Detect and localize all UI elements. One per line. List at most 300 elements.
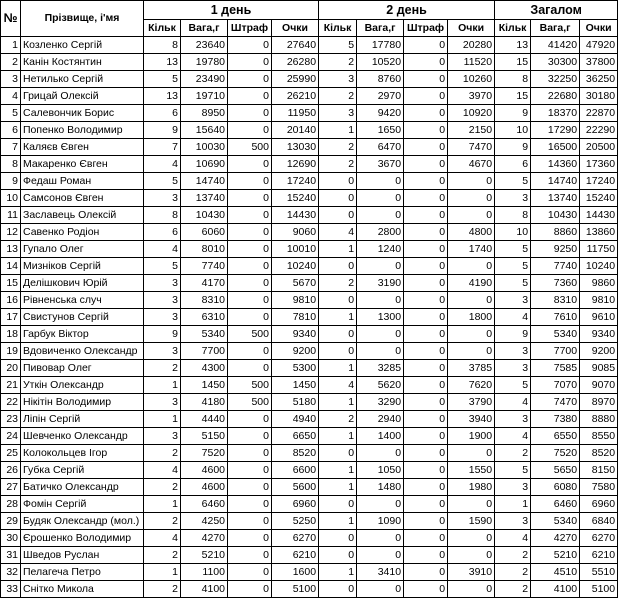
- day1-weight: 5210: [181, 547, 228, 564]
- day1-count: 13: [144, 88, 181, 105]
- total-points: 9810: [580, 292, 618, 309]
- participant-name: Батичко Олександр: [21, 479, 144, 496]
- row-number: 4: [1, 88, 21, 105]
- day2-weight: 3670: [357, 156, 404, 173]
- day1-penalty: 0: [228, 173, 272, 190]
- day1-weight: 10690: [181, 156, 228, 173]
- total-weight: 16500: [531, 139, 580, 156]
- day2-points: 1980: [448, 479, 495, 496]
- day2-points: 20280: [448, 37, 495, 54]
- col-header-total-count: Кільк: [495, 20, 531, 37]
- total-weight: 41420: [531, 37, 580, 54]
- total-points: 9340: [580, 326, 618, 343]
- participant-name: Шведов Руслан: [21, 547, 144, 564]
- day1-penalty: 0: [228, 581, 272, 598]
- day2-points: 0: [448, 547, 495, 564]
- day1-penalty: 0: [228, 88, 272, 105]
- day1-points: 10240: [272, 258, 319, 275]
- day1-penalty: 0: [228, 258, 272, 275]
- day2-count: 0: [319, 547, 357, 564]
- day2-count: 1: [319, 360, 357, 377]
- row-number: 19: [1, 343, 21, 360]
- day1-points: 4940: [272, 411, 319, 428]
- day2-count: 2: [319, 139, 357, 156]
- day1-points: 25990: [272, 71, 319, 88]
- day2-weight: 1480: [357, 479, 404, 496]
- row-number: 1: [1, 37, 21, 54]
- day2-penalty: 0: [404, 479, 448, 496]
- day2-count: 3: [319, 71, 357, 88]
- participant-name: Макаренко Євген: [21, 156, 144, 173]
- day2-points: 3970: [448, 88, 495, 105]
- row-number: 31: [1, 547, 21, 564]
- day1-points: 6650: [272, 428, 319, 445]
- day1-points: 9200: [272, 343, 319, 360]
- total-count: 4: [495, 530, 531, 547]
- day1-count: 3: [144, 292, 181, 309]
- day2-points: 1550: [448, 462, 495, 479]
- table-row: [1, 360, 618, 377]
- day1-count: 6: [144, 105, 181, 122]
- day1-points: 9060: [272, 224, 319, 241]
- total-weight: 7380: [531, 411, 580, 428]
- col-header-day2-count: Кільк: [319, 20, 357, 37]
- total-count: 3: [495, 411, 531, 428]
- participant-name: Свистунов Сергій: [21, 309, 144, 326]
- day2-points: 0: [448, 581, 495, 598]
- day2-count: 0: [319, 207, 357, 224]
- day2-count: 0: [319, 445, 357, 462]
- day2-count: 0: [319, 258, 357, 275]
- participant-name: Гарбук Віктор: [21, 326, 144, 343]
- day1-count: 3: [144, 309, 181, 326]
- day2-points: 3785: [448, 360, 495, 377]
- day2-penalty: 0: [404, 377, 448, 394]
- total-count: 3: [495, 360, 531, 377]
- day1-points: 5180: [272, 394, 319, 411]
- day2-weight: 10520: [357, 54, 404, 71]
- day2-count: 2: [319, 54, 357, 71]
- row-number: 16: [1, 292, 21, 309]
- day1-count: 5: [144, 258, 181, 275]
- total-count: 8: [495, 71, 531, 88]
- total-weight: 6460: [531, 496, 580, 513]
- day2-points: 7470: [448, 139, 495, 156]
- total-points: 9860: [580, 275, 618, 292]
- day2-weight: 3190: [357, 275, 404, 292]
- day2-count: 0: [319, 496, 357, 513]
- table-row: [1, 326, 618, 343]
- total-count: 4: [495, 309, 531, 326]
- participant-name: Пивовар Олег: [21, 360, 144, 377]
- day1-count: 2: [144, 445, 181, 462]
- day2-penalty: 0: [404, 309, 448, 326]
- day1-weight: 4600: [181, 462, 228, 479]
- day1-count: 1: [144, 377, 181, 394]
- col-header-day2-points: Очки: [448, 20, 495, 37]
- day2-count: 0: [319, 326, 357, 343]
- total-weight: 5650: [531, 462, 580, 479]
- total-count: 10: [495, 224, 531, 241]
- day2-weight: 0: [357, 292, 404, 309]
- day1-penalty: 0: [228, 54, 272, 71]
- total-points: 47920: [580, 37, 618, 54]
- day1-penalty: 0: [228, 530, 272, 547]
- day2-points: 3790: [448, 394, 495, 411]
- day2-weight: 1400: [357, 428, 404, 445]
- table-row: [1, 88, 618, 105]
- day1-weight: 14740: [181, 173, 228, 190]
- total-weight: 10430: [531, 207, 580, 224]
- day1-penalty: 0: [228, 564, 272, 581]
- day1-points: 6270: [272, 530, 319, 547]
- day1-weight: 19710: [181, 88, 228, 105]
- day2-points: 0: [448, 173, 495, 190]
- day1-penalty: 0: [228, 547, 272, 564]
- total-points: 8970: [580, 394, 618, 411]
- day2-points: 11520: [448, 54, 495, 71]
- row-number: 20: [1, 360, 21, 377]
- total-points: 17240: [580, 173, 618, 190]
- day1-penalty: 500: [228, 377, 272, 394]
- day1-weight: 6060: [181, 224, 228, 241]
- row-number: 7: [1, 139, 21, 156]
- total-weight: 6550: [531, 428, 580, 445]
- day2-weight: 0: [357, 530, 404, 547]
- col-header-day2-weight: Вага,г: [357, 20, 404, 37]
- day1-weight: 8010: [181, 241, 228, 258]
- day2-points: 0: [448, 258, 495, 275]
- day1-weight: 1450: [181, 377, 228, 394]
- day1-points: 1600: [272, 564, 319, 581]
- table-row: [1, 309, 618, 326]
- total-points: 6270: [580, 530, 618, 547]
- row-number: 5: [1, 105, 21, 122]
- total-points: 15240: [580, 190, 618, 207]
- day2-weight: 2970: [357, 88, 404, 105]
- total-weight: 7740: [531, 258, 580, 275]
- row-number: 28: [1, 496, 21, 513]
- row-number: 2: [1, 54, 21, 71]
- day2-weight: 2800: [357, 224, 404, 241]
- table-row: [1, 564, 618, 581]
- day1-weight: 19780: [181, 54, 228, 71]
- day1-weight: 5150: [181, 428, 228, 445]
- total-points: 5510: [580, 564, 618, 581]
- day2-count: 2: [319, 275, 357, 292]
- day1-points: 11950: [272, 105, 319, 122]
- day2-count: 1: [319, 309, 357, 326]
- day2-weight: 0: [357, 343, 404, 360]
- day1-points: 8520: [272, 445, 319, 462]
- day1-weight: 4170: [181, 275, 228, 292]
- day2-count: 0: [319, 292, 357, 309]
- day1-count: 8: [144, 207, 181, 224]
- day2-count: 3: [319, 105, 357, 122]
- row-number: 6: [1, 122, 21, 139]
- day2-penalty: 0: [404, 496, 448, 513]
- group-header-day1: 1 день: [144, 1, 319, 20]
- row-number: 3: [1, 71, 21, 88]
- day1-points: 20140: [272, 122, 319, 139]
- day2-points: 2150: [448, 122, 495, 139]
- day2-count: 4: [319, 224, 357, 241]
- col-header-day1-count: Кільк: [144, 20, 181, 37]
- day1-penalty: 0: [228, 343, 272, 360]
- day1-count: 3: [144, 343, 181, 360]
- day1-points: 14430: [272, 207, 319, 224]
- day2-penalty: 0: [404, 224, 448, 241]
- day2-penalty: 0: [404, 513, 448, 530]
- day1-count: 1: [144, 564, 181, 581]
- total-count: 5: [495, 258, 531, 275]
- total-points: 36250: [580, 71, 618, 88]
- day2-points: 1800: [448, 309, 495, 326]
- day2-points: 1590: [448, 513, 495, 530]
- day1-count: 2: [144, 581, 181, 598]
- participant-name: Уткін Олександр: [21, 377, 144, 394]
- table-row: [1, 275, 618, 292]
- day2-penalty: 0: [404, 343, 448, 360]
- day2-penalty: 0: [404, 360, 448, 377]
- day1-penalty: 0: [228, 428, 272, 445]
- col-header-day1-points: Очки: [272, 20, 319, 37]
- table-row: [1, 139, 618, 156]
- total-count: 2: [495, 564, 531, 581]
- row-number: 27: [1, 479, 21, 496]
- total-points: 7580: [580, 479, 618, 496]
- day1-count: 1: [144, 496, 181, 513]
- total-points: 11750: [580, 241, 618, 258]
- total-points: 6840: [580, 513, 618, 530]
- day2-weight: 0: [357, 547, 404, 564]
- participant-name: Федаш Роман: [21, 173, 144, 190]
- total-weight: 7520: [531, 445, 580, 462]
- table-row: [1, 258, 618, 275]
- day1-weight: 1100: [181, 564, 228, 581]
- day2-weight: 1240: [357, 241, 404, 258]
- day2-points: 0: [448, 207, 495, 224]
- day1-count: 2: [144, 513, 181, 530]
- day2-penalty: 0: [404, 462, 448, 479]
- day2-weight: 0: [357, 258, 404, 275]
- row-number: 18: [1, 326, 21, 343]
- day1-weight: 13740: [181, 190, 228, 207]
- day2-penalty: 0: [404, 71, 448, 88]
- day2-penalty: 0: [404, 122, 448, 139]
- day1-weight: 8950: [181, 105, 228, 122]
- day1-points: 5250: [272, 513, 319, 530]
- day1-weight: 10030: [181, 139, 228, 156]
- table-row: [1, 462, 618, 479]
- row-number: 29: [1, 513, 21, 530]
- day1-penalty: 0: [228, 360, 272, 377]
- table-row: [1, 547, 618, 564]
- participant-name: Самсонов Євген: [21, 190, 144, 207]
- day2-points: 4800: [448, 224, 495, 241]
- total-points: 6960: [580, 496, 618, 513]
- day1-points: 7810: [272, 309, 319, 326]
- day2-points: 10260: [448, 71, 495, 88]
- table-row: [1, 530, 618, 547]
- day1-penalty: 500: [228, 139, 272, 156]
- day1-points: 5670: [272, 275, 319, 292]
- total-points: 8880: [580, 411, 618, 428]
- day2-weight: 1650: [357, 122, 404, 139]
- total-points: 17360: [580, 156, 618, 173]
- day2-penalty: 0: [404, 156, 448, 173]
- col-header-day1-weight: Вага,г: [181, 20, 228, 37]
- day1-penalty: 0: [228, 122, 272, 139]
- day2-penalty: 0: [404, 564, 448, 581]
- table-row: [1, 377, 618, 394]
- day1-points: 9810: [272, 292, 319, 309]
- day2-points: 0: [448, 445, 495, 462]
- total-count: 9: [495, 326, 531, 343]
- day1-weight: 7740: [181, 258, 228, 275]
- table-row: [1, 241, 618, 258]
- day1-count: 2: [144, 479, 181, 496]
- day2-penalty: 0: [404, 241, 448, 258]
- total-points: 10240: [580, 258, 618, 275]
- day1-penalty: 0: [228, 190, 272, 207]
- row-number: 11: [1, 207, 21, 224]
- row-number: 25: [1, 445, 21, 462]
- day2-points: 3940: [448, 411, 495, 428]
- day1-weight: 23490: [181, 71, 228, 88]
- participant-name: Колокольцев Ігор: [21, 445, 144, 462]
- total-weight: 7070: [531, 377, 580, 394]
- total-weight: 9250: [531, 241, 580, 258]
- table-row: [1, 513, 618, 530]
- participant-name: Попенко Володимир: [21, 122, 144, 139]
- day1-points: 5100: [272, 581, 319, 598]
- total-points: 9200: [580, 343, 618, 360]
- day1-points: 13030: [272, 139, 319, 156]
- day1-weight: 15640: [181, 122, 228, 139]
- day1-points: 12690: [272, 156, 319, 173]
- day1-weight: 7520: [181, 445, 228, 462]
- day1-weight: 4180: [181, 394, 228, 411]
- day2-penalty: 0: [404, 547, 448, 564]
- participant-name: Пелагеча Петро: [21, 564, 144, 581]
- table-row: [1, 496, 618, 513]
- table-row: [1, 479, 618, 496]
- day2-penalty: 0: [404, 105, 448, 122]
- total-count: 3: [495, 343, 531, 360]
- table-row: [1, 343, 618, 360]
- table-row: [1, 581, 618, 598]
- total-weight: 8860: [531, 224, 580, 241]
- total-weight: 7610: [531, 309, 580, 326]
- day1-points: 6210: [272, 547, 319, 564]
- participant-name: Козленко Сергій: [21, 37, 144, 54]
- day2-weight: 1090: [357, 513, 404, 530]
- day1-count: 2: [144, 547, 181, 564]
- day2-penalty: 0: [404, 54, 448, 71]
- table-row: [1, 394, 618, 411]
- total-weight: 32250: [531, 71, 580, 88]
- total-points: 5100: [580, 581, 618, 598]
- day1-count: 4: [144, 530, 181, 547]
- day2-points: 0: [448, 292, 495, 309]
- total-weight: 8310: [531, 292, 580, 309]
- table-row: [1, 428, 618, 445]
- total-count: 2: [495, 445, 531, 462]
- day1-count: 4: [144, 241, 181, 258]
- total-count: 4: [495, 394, 531, 411]
- day1-weight: 7700: [181, 343, 228, 360]
- col-header-total-points: Очки: [580, 20, 618, 37]
- day1-points: 9340: [272, 326, 319, 343]
- day2-count: 0: [319, 343, 357, 360]
- day1-weight: 4250: [181, 513, 228, 530]
- total-count: 1: [495, 496, 531, 513]
- day1-count: 7: [144, 139, 181, 156]
- day2-points: 0: [448, 496, 495, 513]
- day2-count: 0: [319, 173, 357, 190]
- day1-penalty: 0: [228, 292, 272, 309]
- day1-penalty: 0: [228, 462, 272, 479]
- day1-penalty: 0: [228, 207, 272, 224]
- group-header-row: [1, 1, 618, 20]
- day1-count: 3: [144, 428, 181, 445]
- day2-penalty: 0: [404, 139, 448, 156]
- day2-penalty: 0: [404, 530, 448, 547]
- total-points: 9610: [580, 309, 618, 326]
- participant-name: Делішкович Юрій: [21, 275, 144, 292]
- participant-name: Рівненська случ: [21, 292, 144, 309]
- day1-penalty: 0: [228, 309, 272, 326]
- day2-count: 1: [319, 462, 357, 479]
- day1-penalty: 0: [228, 156, 272, 173]
- col-header-name: Прізвище, і'мя: [21, 1, 144, 37]
- day1-points: 5300: [272, 360, 319, 377]
- day2-count: 2: [319, 88, 357, 105]
- participant-name: Будяк Олександр (мол.): [21, 513, 144, 530]
- day2-penalty: 0: [404, 292, 448, 309]
- day2-weight: 17780: [357, 37, 404, 54]
- day2-weight: 8760: [357, 71, 404, 88]
- day2-weight: 0: [357, 207, 404, 224]
- day1-penalty: 500: [228, 394, 272, 411]
- day2-count: 2: [319, 156, 357, 173]
- day2-points: 0: [448, 530, 495, 547]
- table-row: [1, 122, 618, 139]
- day1-points: 6960: [272, 496, 319, 513]
- day2-penalty: 0: [404, 445, 448, 462]
- row-number: 33: [1, 581, 21, 598]
- day2-weight: 0: [357, 581, 404, 598]
- total-count: 13: [495, 37, 531, 54]
- day1-count: 8: [144, 37, 181, 54]
- total-points: 8520: [580, 445, 618, 462]
- row-number: 17: [1, 309, 21, 326]
- col-header-total-weight: Вага,г: [531, 20, 580, 37]
- day2-weight: 9420: [357, 105, 404, 122]
- day1-points: 26280: [272, 54, 319, 71]
- total-count: 3: [495, 513, 531, 530]
- day2-weight: 2940: [357, 411, 404, 428]
- day1-points: 1450: [272, 377, 319, 394]
- day1-count: 6: [144, 224, 181, 241]
- day1-points: 5600: [272, 479, 319, 496]
- participant-name: Ліпін Сергій: [21, 411, 144, 428]
- day2-penalty: 0: [404, 411, 448, 428]
- day1-penalty: 500: [228, 326, 272, 343]
- total-points: 30180: [580, 88, 618, 105]
- table-row: [1, 224, 618, 241]
